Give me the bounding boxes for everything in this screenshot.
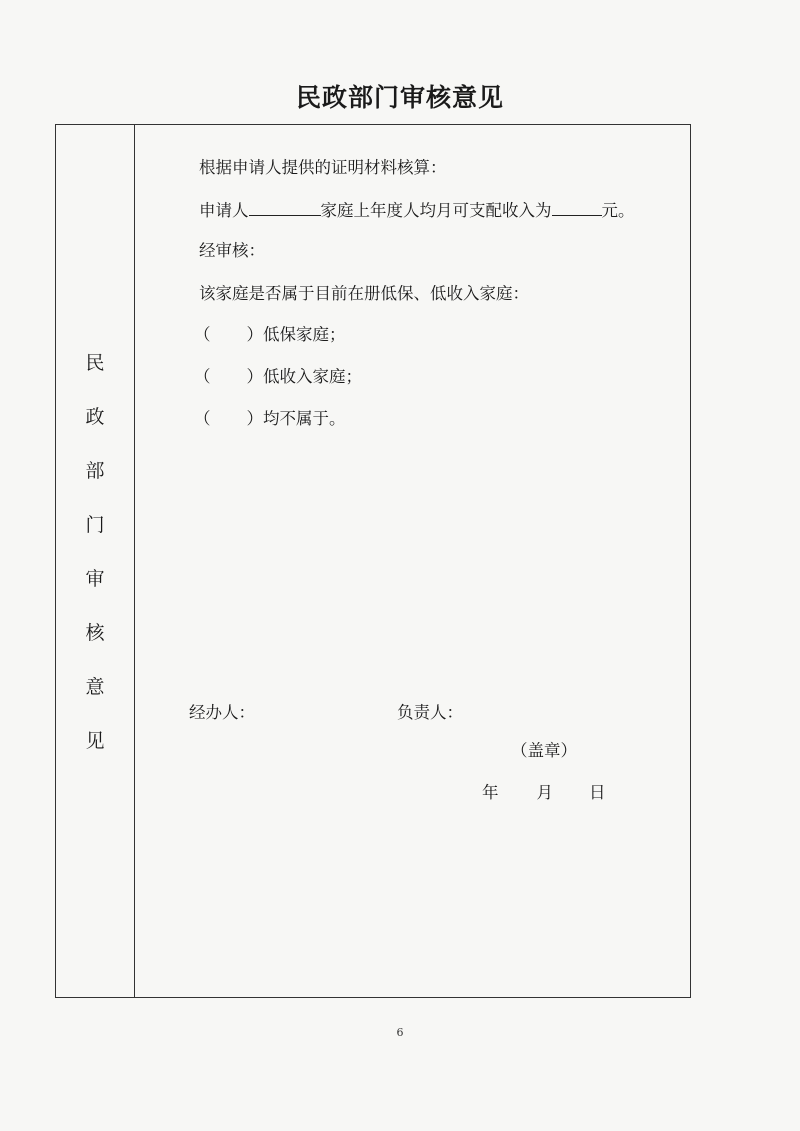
column-divider <box>134 125 135 997</box>
option-close-paren: ） <box>246 367 263 386</box>
option-label: 低收入家庭； <box>263 367 362 386</box>
option-close-paren: ） <box>246 409 263 428</box>
income-suffix: 元。 <box>601 201 635 220</box>
income-prefix: 申请人 <box>199 201 249 220</box>
applicant-name-blank[interactable] <box>249 201 321 216</box>
side-label-char: 意 <box>85 676 105 698</box>
side-label-char: 民 <box>85 352 105 374</box>
income-line <box>199 201 635 221</box>
side-label-column <box>56 354 134 786</box>
income-amount-blank[interactable] <box>552 201 602 216</box>
side-label-char: 门 <box>85 514 105 536</box>
option-open-paren: （ <box>194 409 211 428</box>
page-title: 民政部门审核意见 <box>295 83 504 112</box>
question-text: 该家庭是否属于目前在册低保、低收入家庭： <box>199 284 529 303</box>
side-label-char: 核 <box>85 622 105 644</box>
side-label-char: 审 <box>85 568 105 590</box>
side-label-char: 政 <box>85 406 105 428</box>
date-day: 日 <box>589 783 606 802</box>
option-label: 低保家庭； <box>263 325 346 344</box>
side-label-char: 部 <box>85 460 105 482</box>
option-open-paren: （ <box>194 325 211 344</box>
calc-intro-text: 根据申请人提供的证明材料核算： <box>199 158 447 177</box>
side-label-char: 见 <box>85 730 105 752</box>
option-open-paren: （ <box>194 367 211 386</box>
option-low-income[interactable] <box>194 367 362 387</box>
option-label: 均不属于。 <box>263 409 346 428</box>
option-neither[interactable] <box>194 409 346 429</box>
supervisor-label: 负责人： <box>397 703 463 722</box>
page-number: 6 <box>396 1026 404 1039</box>
review-label: 经审核： <box>199 241 265 260</box>
option-close-paren: ） <box>246 325 263 344</box>
date-line <box>482 783 606 803</box>
seal-label: （盖章） <box>511 741 577 760</box>
income-middle: 家庭上年度人均月可支配收入为 <box>320 201 552 220</box>
option-dibao[interactable] <box>194 325 346 345</box>
date-month: 月 <box>536 783 553 802</box>
review-form-box <box>55 124 691 998</box>
handler-label: 经办人： <box>189 703 255 722</box>
date-year: 年 <box>482 783 499 802</box>
